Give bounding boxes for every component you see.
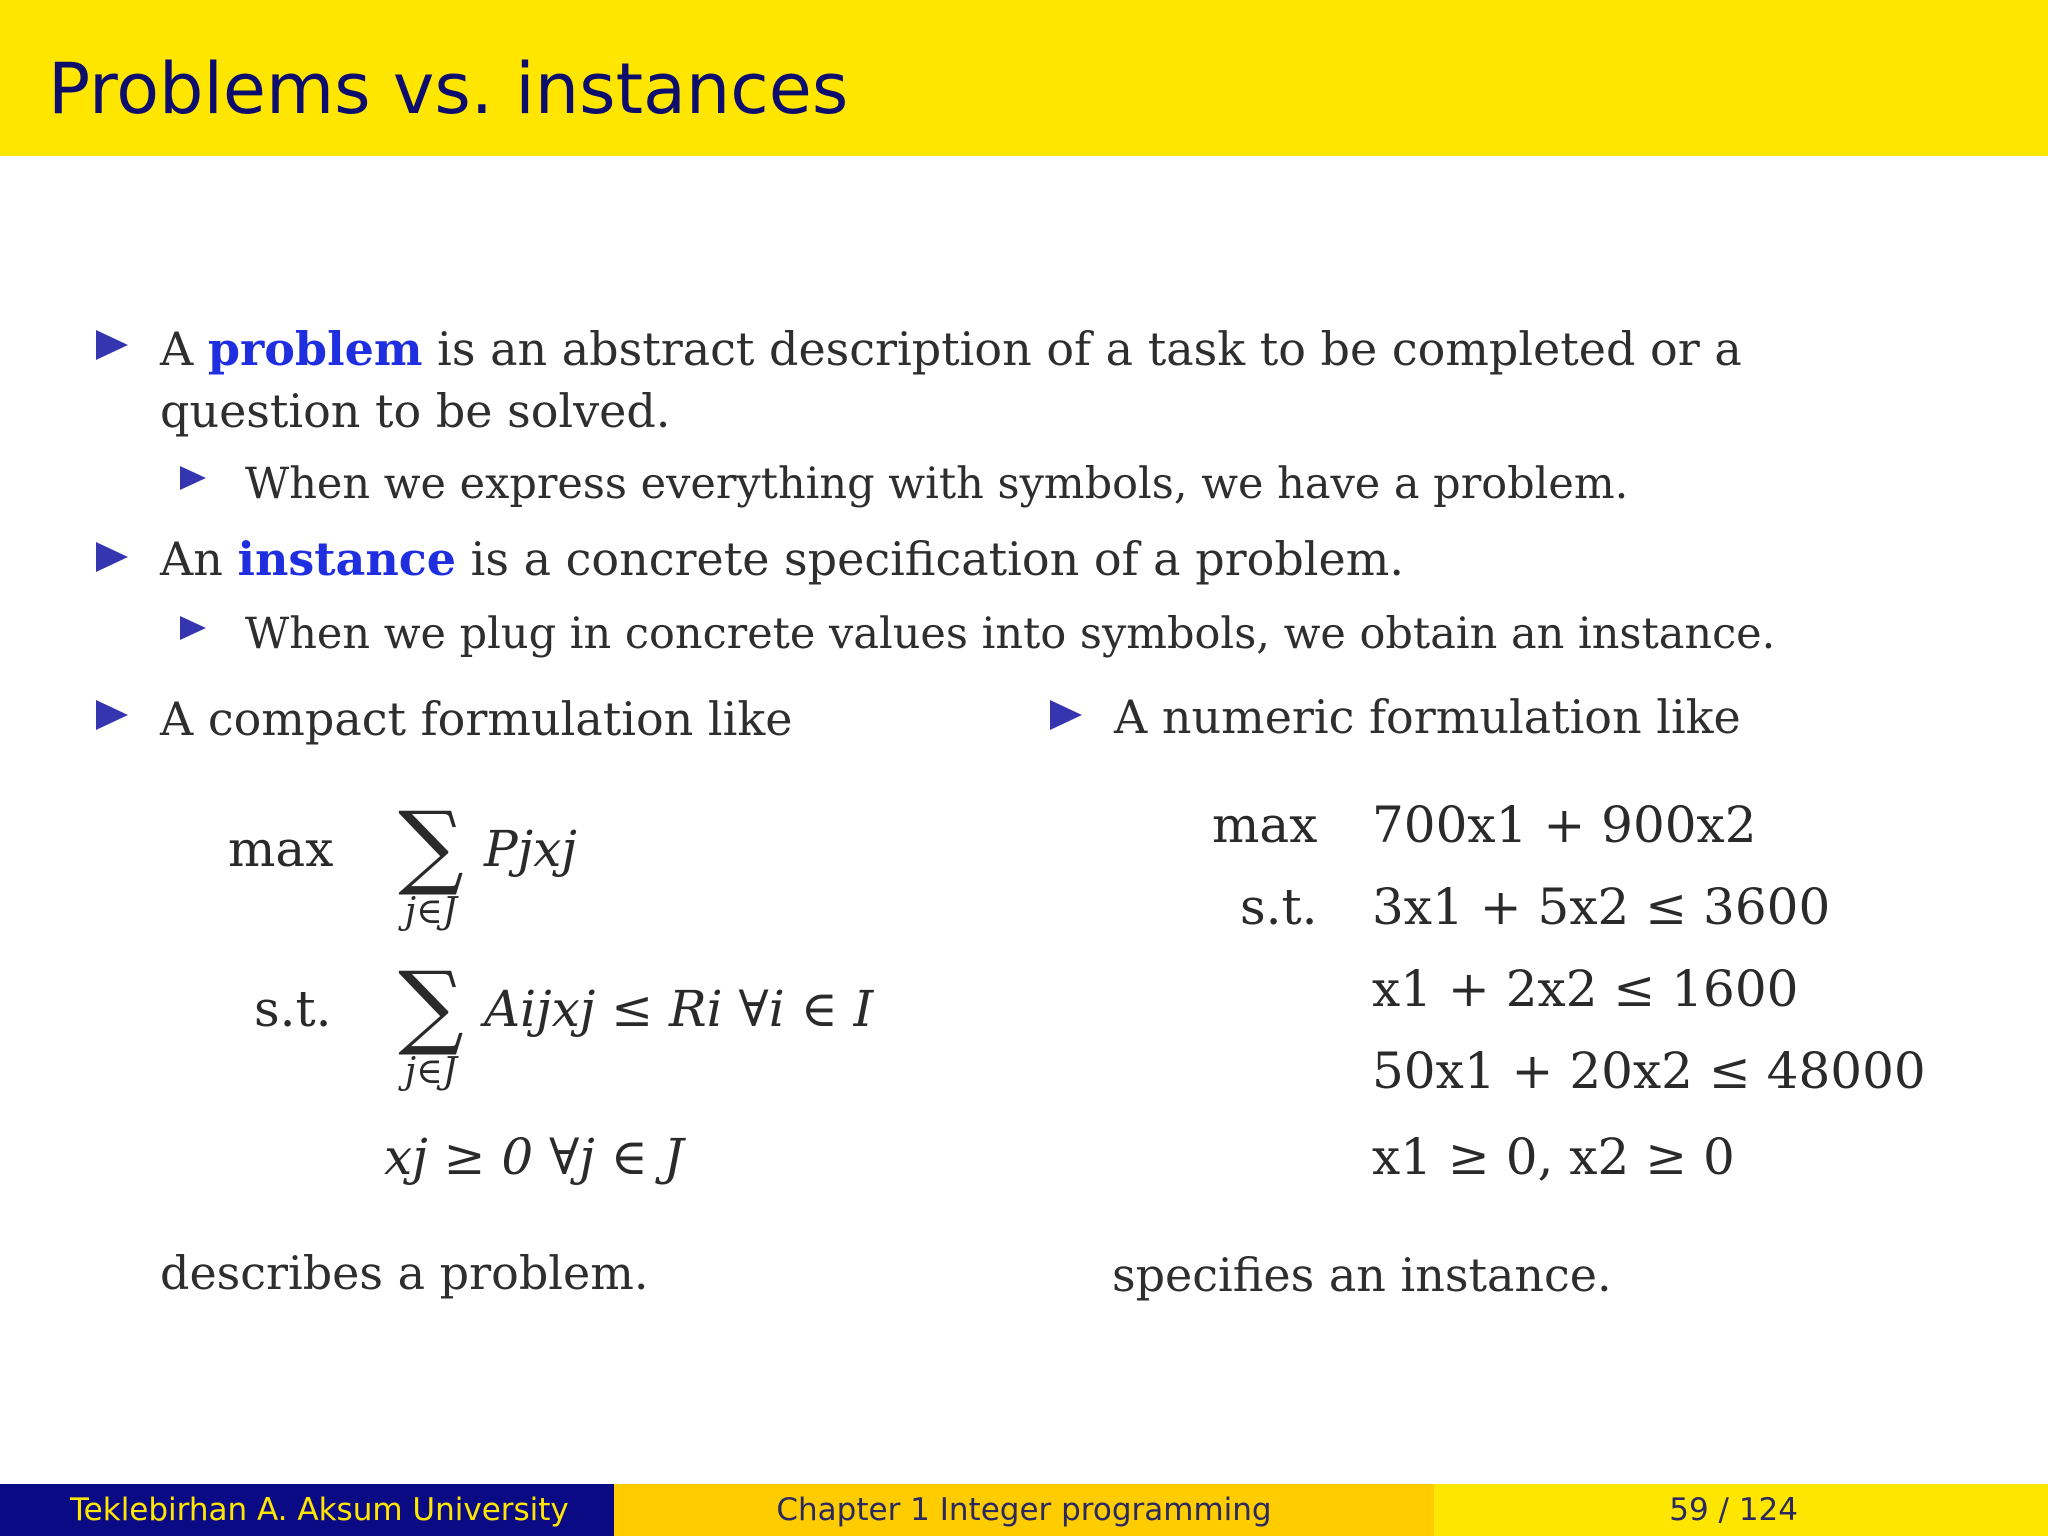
text-span: is an abstract description of a task to be completed or a xyxy=(422,322,1742,376)
footer-author: Teklebirhan A. Aksum University xyxy=(0,1484,614,1536)
footer-chapter: Chapter 1 Integer programming xyxy=(614,1484,1434,1536)
compact-st-label: s.t. xyxy=(254,980,332,1038)
sub-bullet-marker xyxy=(180,616,206,640)
compact-tail: describes a problem. xyxy=(160,1246,649,1300)
text-span: is a concrete specification of a problem. xyxy=(456,532,1404,586)
numeric-nonneg: x1 ≥ 0, x2 ≥ 0 xyxy=(1372,1128,1735,1186)
objective-expr: Pjxj xyxy=(484,820,577,878)
sub-bullet-instance: When we plug in concrete values into symbols, we obtain an instance. xyxy=(245,609,1776,659)
numeric-st-label: s.t. xyxy=(1240,878,1318,936)
sub-bullet-marker xyxy=(180,466,206,490)
bullet-marker xyxy=(96,700,128,730)
sum-index: j∈J xyxy=(404,1051,458,1092)
nonneg-expr: xj ≥ 0 ∀j ∈ J xyxy=(384,1128,684,1186)
sum-symbol: ∑ xyxy=(398,952,464,1059)
keyword-problem: problem xyxy=(207,322,423,376)
footer-bar xyxy=(0,1484,2048,1536)
sum-objective xyxy=(386,792,476,932)
bullet-marker xyxy=(96,542,128,572)
bullet-marker xyxy=(96,330,128,360)
compact-lead: A compact formulation like xyxy=(160,692,793,746)
numeric-tail: specifies an instance. xyxy=(1112,1248,1612,1302)
compact-nonneg xyxy=(384,1126,684,1188)
constraint-expr: Aijxj ≤ Ri ∀i ∈ I xyxy=(484,980,874,1038)
compact-objective xyxy=(484,818,577,880)
compact-max-label: max xyxy=(228,820,334,878)
numeric-objective: 700x1 + 900x2 xyxy=(1372,796,1757,854)
bullet-problem-text-line2: question to be solved. xyxy=(160,384,671,438)
bullet-problem-text xyxy=(160,318,1742,380)
bullet-marker xyxy=(1050,700,1082,730)
numeric-constraint-1: 3x1 + 5x2 ≤ 3600 xyxy=(1372,878,1831,936)
keyword-instance: instance xyxy=(237,532,457,586)
footer-page-number: 59 / 124 xyxy=(1434,1484,2048,1536)
numeric-constraint-2: x1 + 2x2 ≤ 1600 xyxy=(1372,960,1799,1018)
bullet-instance-text xyxy=(160,528,1404,590)
compact-constraint xyxy=(484,978,873,1040)
sum-symbol: ∑ xyxy=(398,792,464,899)
sum-constraint xyxy=(386,952,476,1092)
numeric-lead: A numeric formulation like xyxy=(1114,690,1741,744)
sub-bullet-problem: When we express everything with symbols, we have a problem. xyxy=(245,459,1629,509)
numeric-constraint-3: 50x1 + 20x2 ≤ 48000 xyxy=(1372,1042,1926,1100)
sum-index: j∈J xyxy=(404,891,458,932)
numeric-max-label: max xyxy=(1212,796,1318,854)
text-span: A xyxy=(160,322,208,376)
text-span: An xyxy=(160,532,238,586)
slide-title: Problems vs. instances xyxy=(48,48,849,130)
